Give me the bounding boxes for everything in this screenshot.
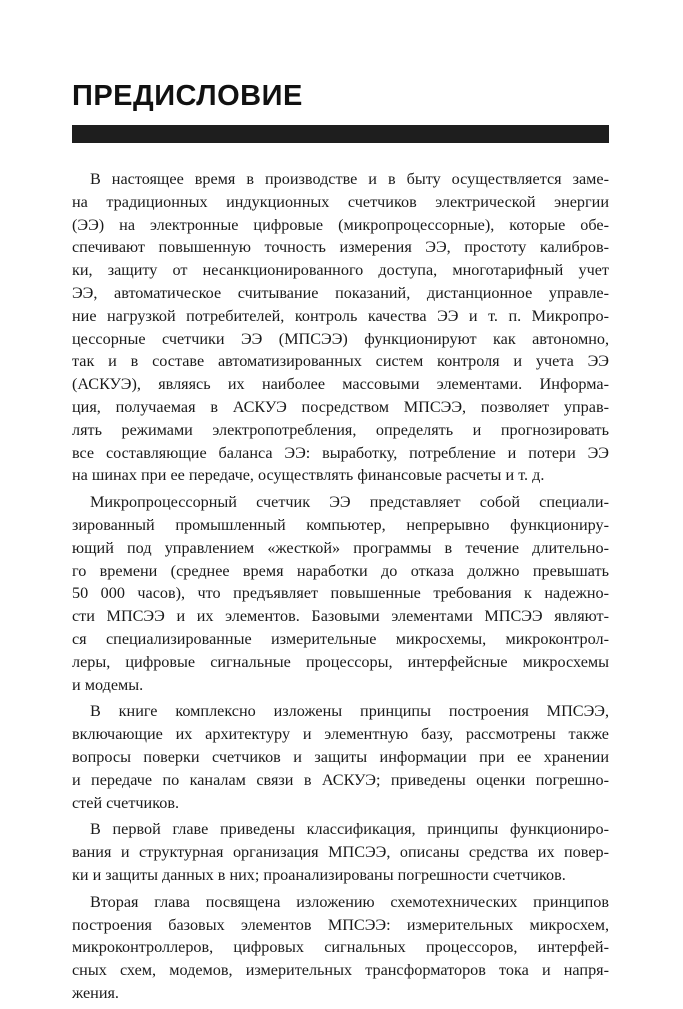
text-line: ющий под управлением «жесткой» программы в течение длительно-	[72, 538, 609, 557]
text-line: В первой главе приведены классификация, принципы функциониро-	[90, 820, 609, 839]
paragraph-4	[72, 818, 609, 886]
paragraph-1	[72, 168, 609, 487]
text-line: В настоящее время в производстве и в быту осуществляется заме-	[90, 170, 609, 188]
text-line: построения базовых элементов МПСЭЭ: измерительных микросхем,	[72, 915, 609, 934]
paragraph-5	[72, 891, 609, 1005]
text-line: вопросы поверки счетчиков и защиты информации при ее хранении	[72, 747, 609, 766]
paragraph-3	[72, 700, 609, 814]
text-line: и передаче по каналам связи в АСКУЭ; приведены оценки погрешно-	[72, 770, 609, 789]
text-line: сти МПСЭЭ и их элементов. Базовыми элементами МПСЭЭ являют-	[72, 607, 609, 626]
text-line: 50 000 часов), что предъявляет повышенные требования к надежно-	[72, 584, 609, 603]
text-line: на традиционных индукционных счетчиков электрической энергии	[72, 192, 609, 211]
text-line: ция, получаемая в АСКУЭ посредством МПСЭЭ, позволяет управ-	[72, 397, 609, 416]
text-line: лять режимами электропотребления, определять и прогнозировать	[72, 420, 609, 439]
text-line: зированный промышленный компьютер, непрерывно функциониру-	[72, 515, 609, 534]
text-line: ки и защиты данных в них; проанализированы погрешности счетчиков.	[72, 865, 566, 884]
text-line: спечивают повышенную точность измерения ЭЭ, простоту калибров-	[72, 238, 609, 257]
text-line: жения.	[72, 983, 119, 1002]
text-line: ки, защиту от несанкционированного доступа, многотарифный учет	[72, 261, 609, 280]
text-line: все составляющие баланса ЭЭ: выработку, потребление и потери ЭЭ	[72, 443, 609, 462]
text-line: леры, цифровые сигнальные процессоры, интерфейсные микросхемы	[72, 652, 609, 671]
text-line: так и в составе автоматизированных систем контроля и учета ЭЭ	[72, 352, 609, 371]
text-line: (ЭЭ) на электронные цифровые (микропроцессорные), которые обе-	[72, 215, 609, 234]
text-line: стей счетчиков.	[72, 793, 180, 812]
text-line: ние нагрузкой потребителей, контроль качества ЭЭ и т. п. Микропро-	[72, 306, 609, 325]
text-line: включающие их архитектуру и элементную базу, рассмотрены также	[72, 725, 609, 744]
text-line: вания и структурная организация МПСЭЭ, описаны средства их повер-	[72, 843, 609, 862]
text-line: ЭЭ, автоматическое считывание показаний, дистанционное управле-	[72, 283, 609, 302]
text-line: и модемы.	[72, 675, 144, 694]
text-line: микроконтроллеров, цифровых сигнальных процессоров, интерфей-	[72, 938, 609, 957]
text-line: В книге комплексно изложены принципы построения МПСЭЭ,	[90, 702, 609, 721]
text-line: Вторая глава посвящена изложению схемотехнических принципов	[90, 892, 609, 911]
text-line: (АСКУЭ), являясь их наиболее массовыми элементами. Информа-	[72, 375, 609, 394]
paragraph-2	[72, 491, 609, 696]
text-line: сных схем, модемов, измерительных трансформаторов тока и напря-	[72, 961, 609, 980]
text-line: го времени (среднее время наработки до отказа должно превышать	[72, 561, 609, 580]
text-line: цессорные счетчики ЭЭ (МПСЭЭ) функционируют как автономно,	[72, 329, 609, 348]
text-line: ся специализированные измерительные микросхемы, микроконтрол-	[72, 629, 609, 648]
body-text	[72, 168, 609, 1009]
heading-rule-bar	[72, 125, 609, 143]
text-line: Микропроцессорный счетчик ЭЭ представляет собой специали-	[90, 493, 609, 512]
text-line: на шинах при ее передаче, осуществлять финансовые расчеты и т. д.	[72, 466, 545, 485]
page-title: ПРЕДИСЛОВИЕ	[72, 80, 303, 112]
